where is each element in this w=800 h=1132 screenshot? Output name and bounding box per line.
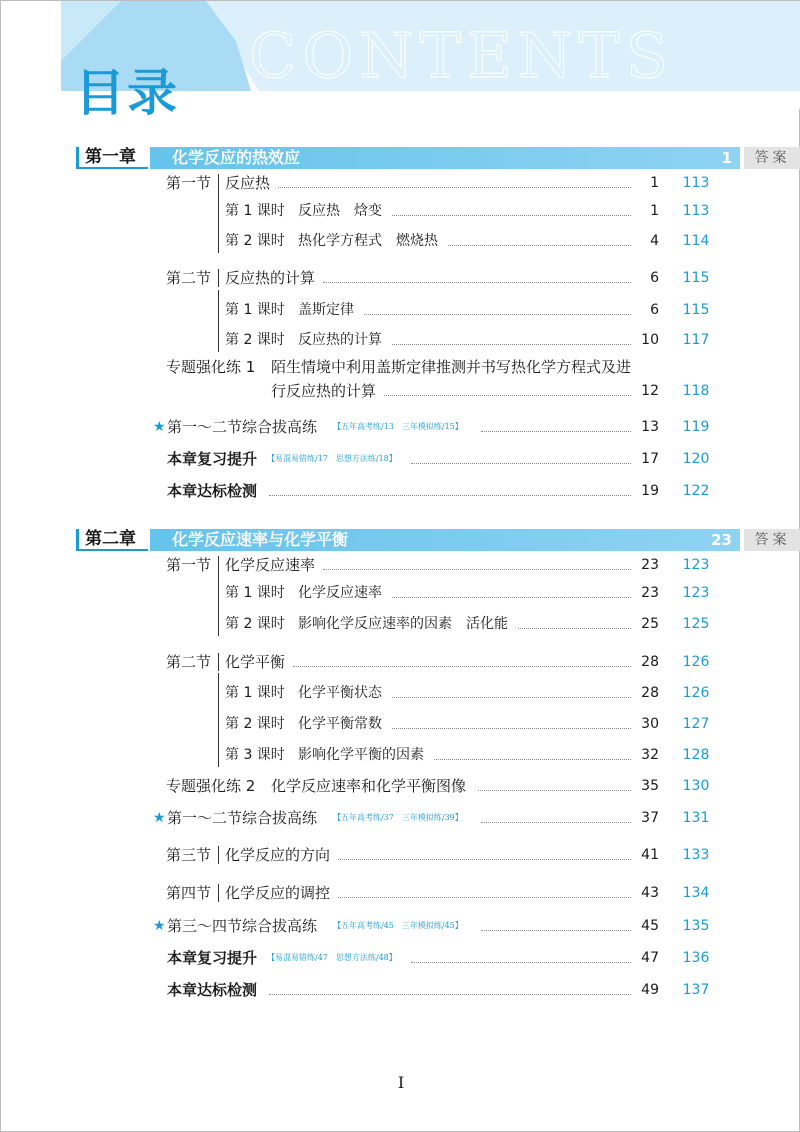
- answer-page-ref: 136: [682, 950, 710, 966]
- toc-entry[interactable]: [1, 881, 800, 905]
- toc-entry[interactable]: [1, 553, 800, 577]
- section-divider: [218, 174, 219, 192]
- toc-entry[interactable]: [1, 199, 800, 223]
- page-number-ref: 10: [641, 332, 659, 348]
- section-divider: [218, 673, 219, 705]
- page-number-ref: 41: [641, 847, 659, 863]
- page-number-ref: 37: [641, 810, 659, 826]
- leader-dots: [481, 430, 631, 432]
- chapter-page: 1: [721, 149, 732, 167]
- section-title: 反应热的计算: [225, 269, 316, 287]
- page-number-ref: 4: [650, 233, 659, 249]
- answer-page-ref: 115: [682, 270, 710, 286]
- chapter-title: 化学反应速率与化学平衡: [172, 530, 349, 549]
- leader-dots: [323, 568, 631, 570]
- leader-dots: [478, 789, 631, 791]
- page-number-ref: 12: [641, 383, 659, 399]
- review-practice-title: 第一～二节综合拔高练: [167, 418, 318, 436]
- special-practice-title: 陌生情境中利用盖斯定律推测并书写热化学方程式及进: [271, 358, 632, 376]
- section-divider: [218, 269, 219, 287]
- page-number-ref: 28: [641, 685, 659, 701]
- chapter-header: [76, 147, 791, 169]
- leader-dots: [392, 727, 631, 729]
- leader-dots: [323, 281, 631, 283]
- leader-dots: [411, 462, 631, 464]
- section-title: 化学平衡: [225, 653, 286, 671]
- answer-page-ref: 126: [682, 654, 710, 670]
- leader-dots: [481, 821, 631, 823]
- section-divider: [218, 556, 219, 574]
- page-number-ref: 1: [650, 175, 659, 191]
- section-divider: [218, 653, 219, 671]
- header-band: [1, 1, 800, 121]
- page-number: I: [397, 1073, 405, 1092]
- answer-page-ref: 123: [682, 585, 710, 601]
- chapter-review-title: 本章达标检测: [167, 981, 258, 999]
- page-number-ref: 25: [641, 616, 659, 632]
- answer-page-ref: 118: [682, 383, 710, 399]
- practice-tag: 【易混易错练/47 思想方法练/48】: [267, 953, 397, 962]
- star-icon: ★: [153, 419, 166, 435]
- toc-entry[interactable]: [1, 978, 800, 1002]
- answer-page-ref: 131: [682, 810, 710, 826]
- answer-page-ref: 120: [682, 451, 710, 467]
- lesson-title: 盖斯定律: [298, 302, 354, 318]
- chapter-title-band: [150, 147, 740, 169]
- leader-dots: [269, 494, 631, 496]
- practice-tag: 【易混易错练/17 思想方法练/18】: [267, 454, 397, 463]
- toc-entry[interactable]: [1, 712, 800, 736]
- lesson-number: 第 2 课时: [225, 616, 285, 632]
- lesson-title: 影响化学平衡的因素: [298, 747, 424, 763]
- page-number-ref: 43: [641, 885, 659, 901]
- section-divider: [218, 735, 219, 767]
- lesson-number: 第 2 课时: [225, 233, 285, 249]
- toc-entry[interactable]: [1, 171, 800, 195]
- answer-page-ref: 119: [682, 419, 710, 435]
- section-number: 第三节: [166, 846, 212, 864]
- lesson-title: 化学平衡常数: [298, 716, 382, 732]
- page-number-ref: 47: [641, 950, 659, 966]
- section-number: 第一节: [166, 556, 212, 574]
- chapter-header: [76, 529, 791, 551]
- answer-page-ref: 128: [682, 747, 710, 763]
- leader-dots: [434, 758, 631, 760]
- answer-page-ref: 135: [682, 918, 710, 934]
- toc-entry[interactable]: [1, 946, 800, 970]
- lesson-number: 第 1 课时: [225, 585, 285, 601]
- answer-page-ref: 113: [682, 175, 710, 191]
- leader-dots: [338, 858, 631, 860]
- section-title: 化学反应的方向: [225, 846, 331, 864]
- leader-dots: [392, 343, 631, 345]
- toc-entry[interactable]: [1, 447, 800, 471]
- page-number-ref: 6: [650, 302, 659, 318]
- page-number-ref: 30: [641, 716, 659, 732]
- toc-entry[interactable]: [1, 743, 800, 767]
- practice-tag: 【五年高考练/13 三年模拟练/15】: [333, 422, 463, 431]
- page-number-ref: 13: [641, 419, 659, 435]
- chapter-label: 第一章: [76, 147, 148, 169]
- page-number-ref: 19: [641, 483, 659, 499]
- page-number-ref: 28: [641, 654, 659, 670]
- leader-dots: [278, 186, 631, 188]
- toc-entry[interactable]: [1, 914, 800, 938]
- leader-dots: [448, 244, 631, 246]
- chapter-review-title: 本章复习提升: [167, 450, 258, 468]
- page-number-ref: 23: [641, 585, 659, 601]
- chapter-review-title: 本章达标检测: [167, 482, 258, 500]
- leader-dots: [518, 627, 631, 629]
- answer-page-ref: 134: [682, 885, 710, 901]
- section-divider: [218, 884, 219, 902]
- section-divider: [218, 221, 219, 253]
- section-divider: [218, 846, 219, 864]
- page-number-ref: 35: [641, 778, 659, 794]
- answer-page-ref: 123: [682, 557, 710, 573]
- answer-page-ref: 137: [682, 982, 710, 998]
- leader-dots: [392, 696, 631, 698]
- practice-tag: 【五年高考练/37 三年模拟练/39】: [333, 813, 463, 822]
- toc-entry[interactable]: [1, 479, 800, 503]
- review-practice-title: 第一～二节综合拔高练: [167, 809, 318, 827]
- section-number: 第一节: [166, 174, 212, 192]
- answer-label: 答案: [744, 529, 800, 551]
- leader-dots: [384, 394, 631, 396]
- page-number-ref: 49: [641, 982, 659, 998]
- lesson-number: 第 1 课时: [225, 302, 285, 318]
- page-title: 目录: [75, 64, 179, 121]
- leader-dots: [293, 665, 631, 667]
- answer-page-ref: 122: [682, 483, 710, 499]
- answer-page-ref: 113: [682, 203, 710, 219]
- toc-entry[interactable]: [1, 612, 800, 636]
- chapter-label: 第二章: [76, 529, 148, 551]
- chapter-title-band: [150, 529, 740, 551]
- leader-dots: [364, 313, 631, 315]
- toc-entry[interactable]: [1, 328, 800, 352]
- answer-page-ref: 133: [682, 847, 710, 863]
- answer-page-ref: 115: [682, 302, 710, 318]
- toc-entry[interactable]: [1, 355, 800, 403]
- special-practice-title: 化学反应速率和化学平衡图像: [271, 777, 467, 795]
- lesson-title: 反应热 焓变: [298, 203, 382, 219]
- lesson-title: 影响化学反应速率的因素 活化能: [298, 616, 508, 632]
- lesson-number: 第 2 课时: [225, 716, 285, 732]
- toc-entry[interactable]: [1, 298, 800, 322]
- lesson-title: 热化学方程式 燃烧热: [298, 233, 438, 249]
- chapter-page: 23: [711, 531, 732, 549]
- section-title: 化学反应速率: [225, 556, 316, 574]
- toc-entry[interactable]: [1, 266, 800, 290]
- contents-watermark: CONTENTS: [249, 19, 675, 92]
- special-practice-title-cont: 行反应热的计算: [271, 382, 377, 400]
- section-divider: [218, 604, 219, 636]
- section-divider: [218, 573, 219, 605]
- leader-dots: [481, 929, 631, 931]
- section-title: 反应热: [225, 174, 271, 192]
- lesson-title: 反应热的计算: [298, 332, 382, 348]
- lesson-title: 化学平衡状态: [298, 685, 382, 701]
- page-number-ref: 32: [641, 747, 659, 763]
- section-number: 第二节: [166, 653, 212, 671]
- answer-label: 答案: [744, 147, 800, 169]
- answer-page-ref: 126: [682, 685, 710, 701]
- toc-entry[interactable]: [1, 229, 800, 253]
- toc-entry[interactable]: [1, 650, 800, 674]
- chapter-review-title: 本章复习提升: [167, 949, 258, 967]
- answer-page-ref: 130: [682, 778, 710, 794]
- toc-entry[interactable]: [1, 806, 800, 830]
- toc-entry[interactable]: [1, 774, 800, 798]
- page-number-ref: 23: [641, 557, 659, 573]
- lesson-number: 第 1 课时: [225, 685, 285, 701]
- section-divider: [218, 290, 219, 322]
- section-number: 第二节: [166, 269, 212, 287]
- section-number: 第四节: [166, 884, 212, 902]
- lesson-number: 第 3 课时: [225, 747, 285, 763]
- answer-page-ref: 127: [682, 716, 710, 732]
- answer-page-ref: 117: [682, 332, 710, 348]
- star-icon: ★: [153, 810, 166, 826]
- answer-page-ref: 114: [682, 233, 710, 249]
- review-practice-title: 第三～四节综合拔高练: [167, 917, 318, 935]
- page-number-ref: 6: [650, 270, 659, 286]
- page-number-ref: 1: [650, 203, 659, 219]
- section-title: 化学反应的调控: [225, 884, 331, 902]
- toc-entry[interactable]: [1, 843, 800, 867]
- section-divider: [218, 704, 219, 736]
- chapter-title: 化学反应的热效应: [172, 148, 301, 167]
- leader-dots: [392, 214, 631, 216]
- leader-dots: [338, 896, 631, 898]
- leader-dots: [269, 993, 631, 995]
- page-number-ref: 17: [641, 451, 659, 467]
- lesson-number: 第 1 课时: [225, 203, 285, 219]
- leader-dots: [411, 961, 631, 963]
- special-practice-label: 专题强化练 1: [166, 358, 256, 376]
- lesson-number: 第 2 课时: [225, 332, 285, 348]
- star-icon: ★: [153, 918, 166, 934]
- toc-entry[interactable]: [1, 581, 800, 605]
- toc-entry[interactable]: [1, 415, 800, 439]
- toc-entry[interactable]: [1, 681, 800, 705]
- section-divider: [218, 320, 219, 352]
- practice-tag: 【五年高考练/45 三年模拟练/45】: [333, 921, 463, 930]
- answer-page-ref: 125: [682, 616, 710, 632]
- lesson-title: 化学反应速率: [298, 585, 382, 601]
- section-divider: [218, 191, 219, 223]
- page-number-ref: 45: [641, 918, 659, 934]
- leader-dots: [392, 596, 631, 598]
- special-practice-label: 专题强化练 2: [166, 777, 256, 795]
